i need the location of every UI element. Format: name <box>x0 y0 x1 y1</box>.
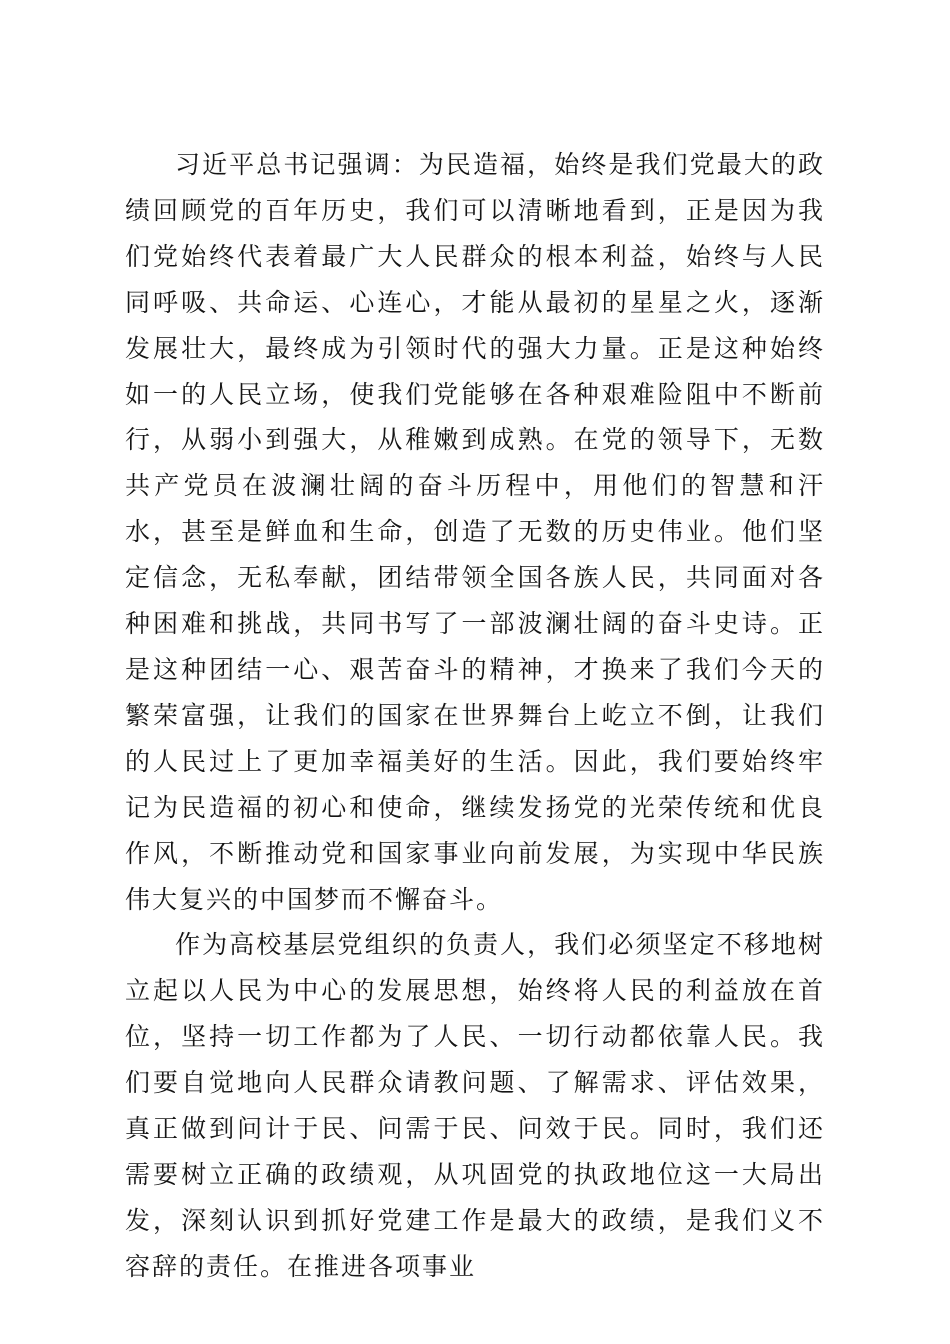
paragraph-1: 习近平总书记强调：为民造福，始终是我们党最大的政绩回顾党的百年历史，我们可以清晰地看到，正是因为我们党始终代表着最广大人民群众的根本利益，始终与人民同呼吸、共命运、心连心，才能从最初的星星之火，逐渐发展壮大，最终成为引领时代的强大力量。正是这种始终如一的人民立场，使我们党能够在各种艰难险阻中不断前行，从弱小到强大，从稚嫩到成熟。在党的领导下，无数共产党员在波澜壮阔的奋斗历程中，用他们的智慧和汗水，甚至是鲜血和生命，创造了无数的历史伟业。他们坚定信念，无私奉献，团结带领全国各族人民，共同面对各种困难和挑战，共同书写了一部波澜壮阔的奋斗史诗。正是这种团结一心、艰苦奋斗的精神，才换来了我们今天的繁荣富强，让我们的国家在世界舞台上屹立不倒，让我们的人民过上了更加幸福美好的生活。因此，我们要始终牢记为民造福的初心和使命，继续发扬党的光荣传统和优良作风，不断推动党和国家事业向前发展，为实现中华民族伟大复兴的中国梦而不懈奋斗。 <box>125 150 825 914</box>
document-body <box>125 142 825 1290</box>
paragraph-2: 作为高校基层党组织的负责人，我们必须坚定不移地树立起以人民为中心的发展思想，始终将人民的利益放在首位，坚持一切工作都为了人民、一切行动都依靠人民。我们要自觉地向人民群众请教问题、了解需求、评估效果，真正做到问计于民、问需于民、问效于民。同时，我们还需要树立正确的政绩观，从巩固党的执政地位这一大局出发，深刻认识到抓好党建工作是最大的政绩，是我们义不容辞的责任。在推进各项事业 <box>125 930 825 1281</box>
